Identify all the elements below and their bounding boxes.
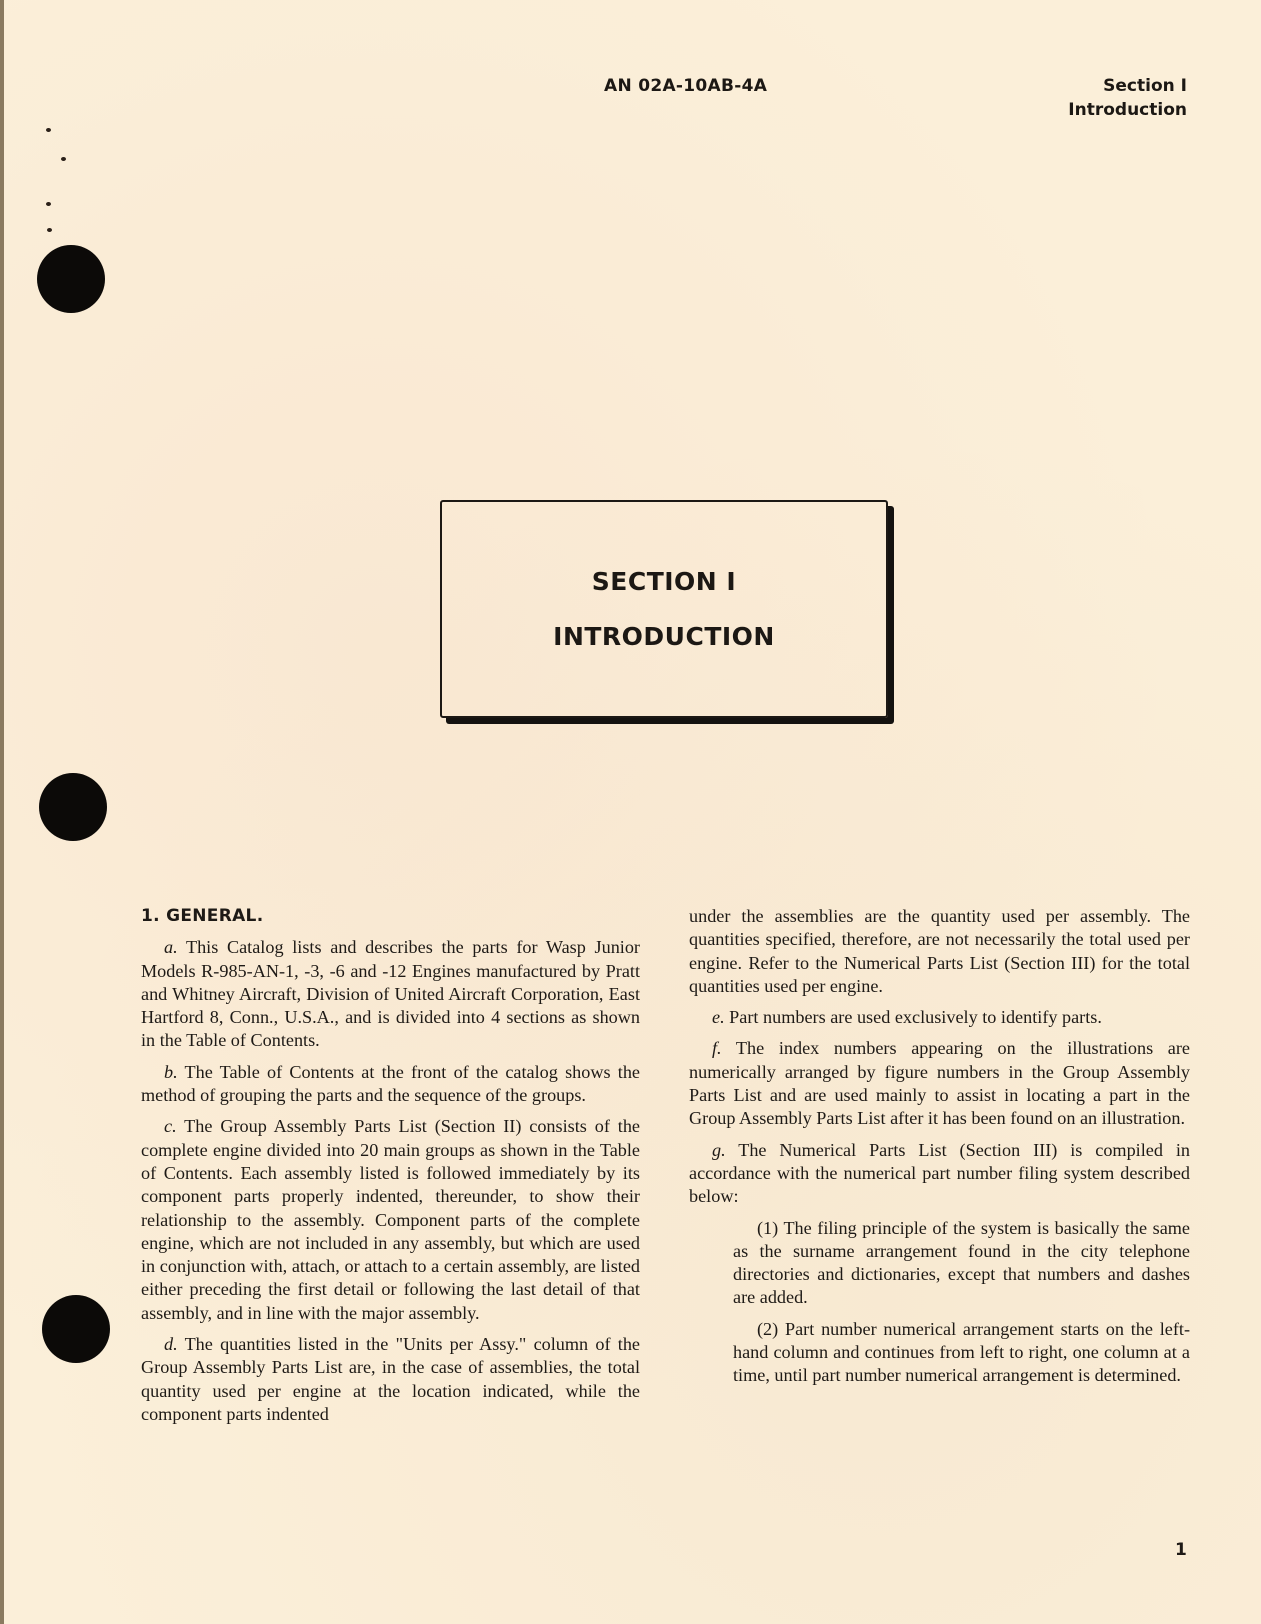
paragraph-label: c. <box>164 1116 177 1137</box>
left-column <box>141 903 640 1434</box>
section-label: Section I <box>1103 76 1187 96</box>
sub-item-2 <box>733 1318 1190 1388</box>
paragraph-text: The index numbers appearing on the illustrations are numerically arranged by figure numbers in the Group Assembly Parts List and are used mainly to assist in locating a part in the Group Assembly Parts List after it has been found on an illustration. <box>689 1038 1190 1129</box>
sub-item-1 <box>733 1217 1190 1310</box>
paragraph-text: The Numerical Parts List (Section III) is compiled in accordance with the numerical part number filing system described below: <box>689 1139 1190 1207</box>
sub-item-text: Part number numerical arrangement starts on the left-hand column and continues from left to right, one column at a time, until part number numerical arrangement is determined. <box>733 1318 1190 1386</box>
paragraph-d <box>141 1333 640 1426</box>
running-header <box>1068 74 1187 122</box>
sub-item-label: (2) <box>757 1318 779 1339</box>
paragraph-label: a. <box>164 937 178 958</box>
document-id: AN 02A-10AB-4A <box>604 76 768 96</box>
paragraph-label: g. <box>712 1139 726 1160</box>
paragraph-a <box>141 936 640 1052</box>
paragraph-text: The Table of Contents at the front of the catalog shows the method of grouping the parts and the sequence of the groups. <box>141 1061 640 1106</box>
section-title: Introduction <box>1068 100 1187 120</box>
paragraph-label: e. <box>712 1007 725 1028</box>
page-edge <box>0 0 4 1624</box>
paragraph-d-continued: under the assemblies are the quantity used per assembly. The quantities specified, therefore, are not necessarily the total used per engine. Refer to the Numerical Parts List (Section III) for the total quantities used per engine. <box>689 906 1190 996</box>
paragraph-e <box>689 1006 1190 1029</box>
sub-item-text: The filing principle of the system is basically the same as the surname arrangement found in the city telephone directories and dictionaries, except that numbers and dashes are added. <box>733 1217 1190 1308</box>
section-heading: 1. GENERAL. <box>141 906 264 926</box>
sub-item-label: (1) <box>757 1217 779 1238</box>
speck-mark <box>46 128 51 132</box>
paragraph-label: b. <box>164 1061 178 1082</box>
speck-mark <box>61 157 66 161</box>
paragraph-g <box>689 1139 1190 1209</box>
page-number: 1 <box>1175 1540 1187 1560</box>
paragraph-f <box>689 1037 1190 1130</box>
paragraph-label: f. <box>712 1038 722 1059</box>
punch-hole-icon <box>42 1295 110 1363</box>
speck-mark <box>47 228 52 232</box>
paragraph-b <box>141 1061 640 1108</box>
section-title-box <box>440 500 888 718</box>
title-box-section: SECTION I <box>591 567 737 596</box>
punch-hole-icon <box>37 245 105 313</box>
paragraph-text: This Catalog lists and describes the parts for Wasp Junior Models R-985-AN-1, -3, -6 and -12 Engines manufactured by Pratt and Whitney Aircraft, Division of United Aircraft Corporation, East Hartford 8, Conn., U.S.A., and is divided into 4 sections as shown in the Table of Contents. <box>141 937 640 1051</box>
right-column <box>689 905 1190 1396</box>
paragraph-text: The Group Assembly Parts List (Section II) consists of the complete engine divided into 20 main groups as shown in the Table of Contents. Each assembly listed is followed immediately by its component parts properly indented, thereunder, to show their relationship to the assembly. Component parts of the complete engine, which are not included in any assembly, but which are used in conjunction with, attach, or attach to a certain assembly, are listed either preceding the first detail or following the last detail of that assembly, and in line with the major assembly. <box>141 1116 640 1323</box>
speck-mark <box>46 202 51 206</box>
punch-hole-icon <box>39 773 107 841</box>
paragraph-c <box>141 1115 640 1325</box>
paragraph-label: d. <box>164 1334 178 1355</box>
paragraph-text: The quantities listed in the "Units per Assy." column of the Group Assembly Parts List are, in the case of assemblies, the total quantity used per engine at the location indicated, while the component parts indented <box>141 1334 640 1424</box>
paragraph-text: Part numbers are used exclusively to identify parts. <box>724 1007 1102 1028</box>
title-box-title: INTRODUCTION <box>553 622 775 651</box>
